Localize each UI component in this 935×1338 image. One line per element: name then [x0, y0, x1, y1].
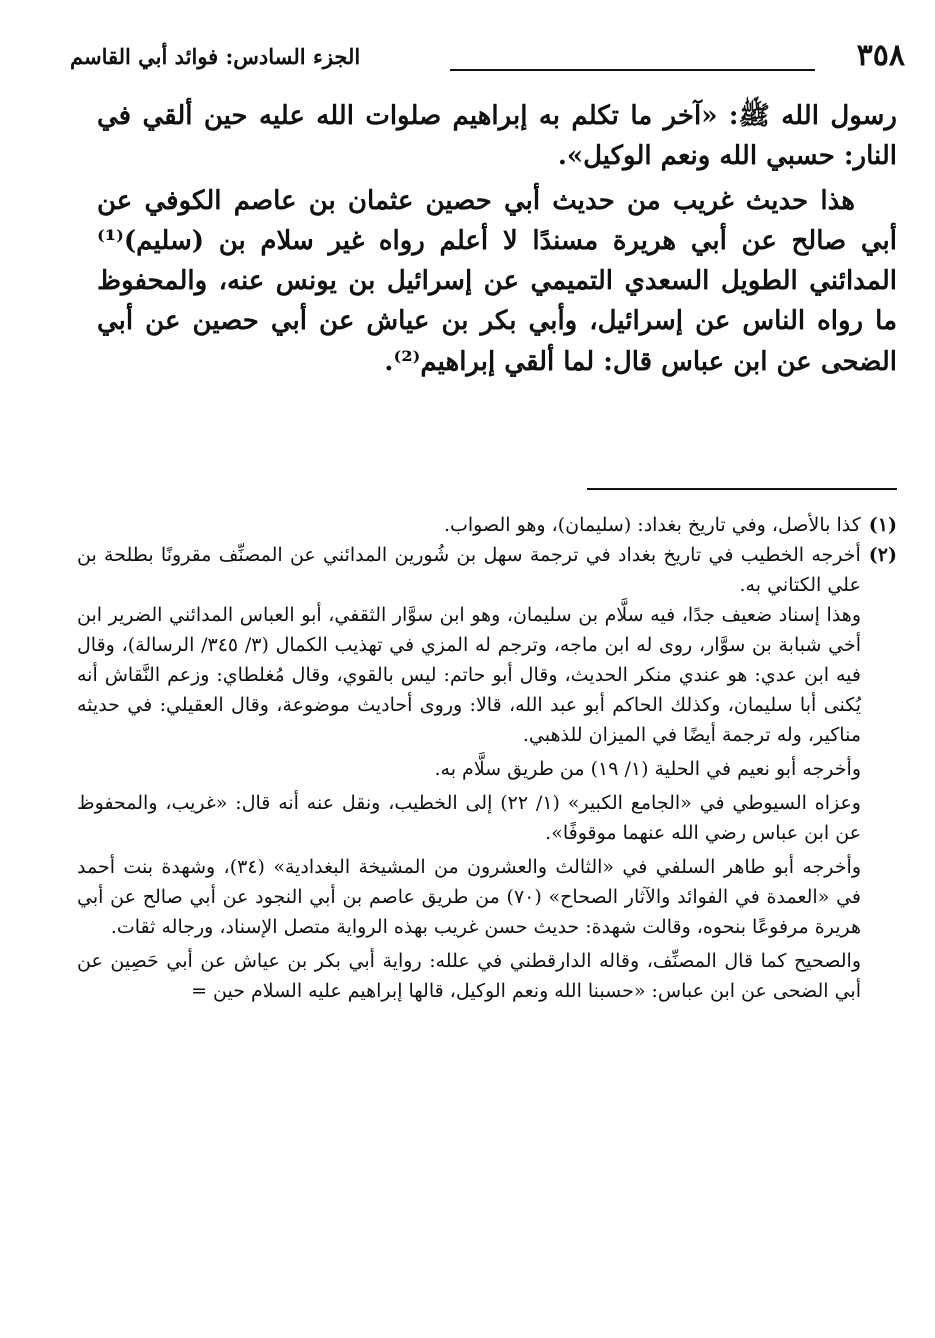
- main-paragraph: هذا حديث غريب من حديث أبي حصين عثمان بن عاصم الكوفي عن أبي صالح عن أبي هريرة مسندًا لا أعلم رواه غير سلام بن (سليم)⁽¹⁾ المدائني الطويل السعدي التميمي عن إسرائيل بن يونس عنه، والمحفوظ ما رواه الناس عن إسرائيل، وأبي بكر بن عياش عن أبي حصين عن أبي الضحى عن ابن عباس قال: لما ألقي إبراهيم⁽²⁾.: [97, 185, 897, 377]
- footnote-paragraph: وأخرجه أبو نعيم في الحلية (١/ ١٩) من طريق سلَّام به.: [434, 758, 861, 781]
- footnote-paragraph: والصحيح كما قال المصنِّف، وقاله الدارقطني في علله: رواية أبي بكر بن عياش عن أبي حَصِين عن أبي الضحى عن ابن عباس: «حسبنا الله ونعم الوكيل، قالها إبراهيم عليه السلام حين =: [77, 950, 861, 1003]
- main-text: [97, 96, 897, 386]
- footnote-paragraph: وعزاه السيوطي في «الجامع الكبير» (١/ ٢٢) إلى الخطيب، ونقل عنه أنه قال: «غريب، والمحفوظ عن ابن عباس رضي الله عنهما موقوفًا».: [77, 792, 861, 845]
- footnote-paragraph: وهذا إسناد ضعيف جدًا، فيه سلَّام بن سليمان، وهو ابن سوَّار الثقفي، أبو العباس المدائني الضرير ابن أخي شبابة بن سوَّار، روى له ابن ماجه، وترجم له المزي في تهذيب الكمال (٣/ ٣٤٥/ الرسالة)، وقال فيه ابن عدي: هو عندي منكر الحديث، وقال أبو حاتم: ليس بالقوي، وقال مُغلطاي: وزعم النَّقاش أنه يُكنى أبا سليمان، وكذلك الحاكم أبو عبد الله، قالا: وروى أحاديث موضوعة، وقال العقيلي: في حديثه مناكير، وله ترجمة أيضًا في الميزان للذهبي.: [77, 604, 861, 747]
- footnote-marker: (٢): [868, 544, 897, 567]
- footnote-marker: (١): [868, 514, 897, 536]
- footnote-paragraph: وأخرجه أبو طاهر السلفي في «الثالث والعشرون من المشيخة البغدادية» (٣٤)، وشهدة بنت أحمد في «العمدة في الفوائد والآثار الصحاح» (٧٠) من طريق عاصم بن أبي النجود عن أبي صالح عن أبي هريرة مرفوعًا بنحوه، وقالت شهدة: حديث حسن غريب بهذه الرواية متصل الإسناد، ورجاله ثقات.: [77, 856, 862, 939]
- page-number: ٣٥٨: [856, 38, 905, 73]
- page-header: [70, 36, 905, 86]
- header-rule: [450, 69, 815, 71]
- footnote-text: كذا بالأصل، وفي تاريخ بغداد: (سليمان)، وهو الصواب.: [443, 514, 861, 536]
- footnote-1: [77, 510, 897, 540]
- footnote-text: أخرجه الخطيب في تاريخ بغداد في ترجمة سهل بن شُورين المدائني عن المصنِّف مقرونًا بطلحة بن علي الكتاني به.: [77, 544, 861, 597]
- main-paragraph: رسول الله ﷺ: «آخر ما تكلم به إبراهيم صلوات الله عليه حين ألقي في النار: حسبي الله ونعم الوكيل».: [97, 101, 897, 172]
- footnote-separator: [587, 488, 897, 490]
- running-title: الجزء السادس: فوائد أبي القاسم: [70, 44, 361, 69]
- footnotes: [77, 510, 897, 1010]
- footnote-2: [77, 540, 897, 600]
